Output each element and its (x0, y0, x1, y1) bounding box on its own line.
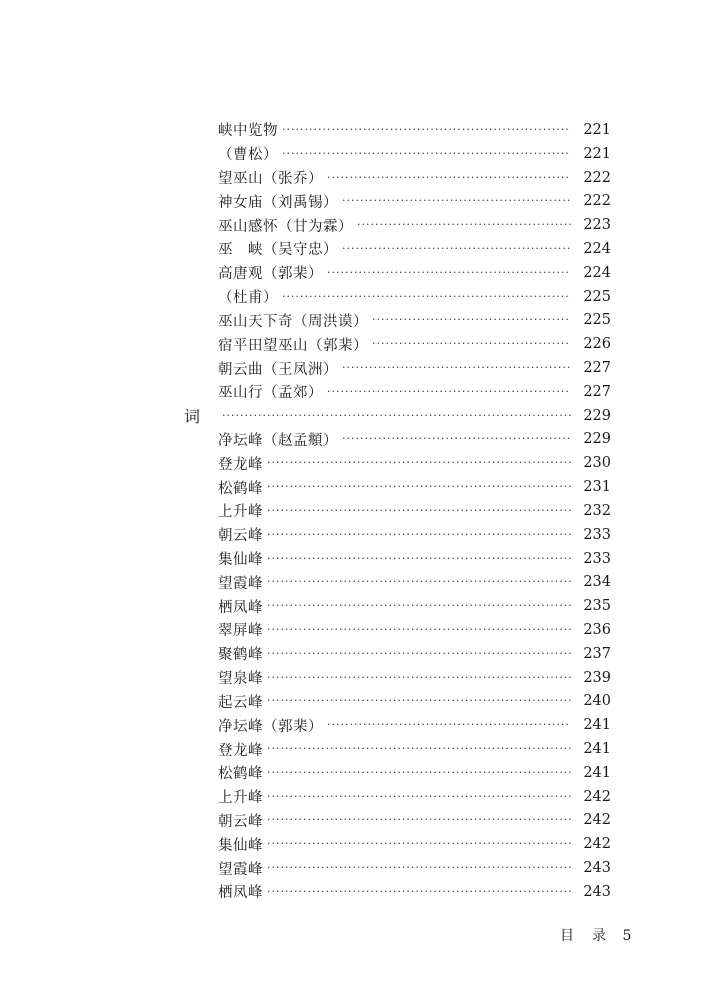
toc-entry[interactable] (0, 713, 718, 737)
dot-leader (267, 455, 571, 471)
toc-entry[interactable] (0, 761, 718, 785)
toc-entry-title: 起云峰 (218, 694, 263, 711)
toc-entry[interactable] (0, 189, 718, 213)
toc-entry-title: 栖凤峰 (218, 599, 263, 616)
dot-leader (267, 836, 571, 852)
toc-entry[interactable] (0, 428, 718, 452)
toc-entry-page: 241 (583, 717, 611, 734)
dot-leader (267, 527, 571, 543)
toc-entry[interactable] (0, 356, 718, 380)
dot-leader (327, 717, 571, 733)
toc-entry-page: 241 (583, 764, 611, 781)
dot-leader (357, 217, 571, 233)
dot-leader (327, 384, 571, 400)
dot-leader (342, 241, 571, 257)
toc-entry-title: 登龙峰 (218, 456, 263, 473)
toc-entry-page: 240 (583, 693, 611, 710)
dot-leader (282, 122, 571, 138)
dot-leader (267, 670, 571, 686)
toc-entry-title: 高唐观（郭棐） (218, 266, 323, 283)
toc-entry-title: 神女庙（刘禹锡） (218, 194, 338, 211)
dot-leader (267, 551, 571, 567)
toc-entry-page: 233 (583, 550, 611, 567)
toc-entry-title: 巫山天下奇（周洪谟） (218, 313, 368, 330)
footer-label: 目 录 (560, 928, 608, 944)
dot-leader (327, 265, 571, 281)
page-footer (560, 925, 633, 945)
toc-entry-title: 登龙峰 (218, 742, 263, 759)
toc-entry-page: 233 (583, 526, 611, 543)
toc-entry[interactable] (0, 332, 718, 356)
toc-entry[interactable] (0, 380, 718, 404)
toc-entry-title: 上升峰 (218, 504, 263, 521)
toc-entry[interactable] (0, 213, 718, 237)
dot-leader (267, 693, 571, 709)
toc-entry-page: 232 (583, 502, 611, 519)
toc-entry-page: 223 (583, 217, 611, 234)
dot-leader (267, 646, 571, 662)
toc-entry-page: 242 (583, 812, 611, 829)
toc-entry-page: 227 (583, 360, 611, 377)
toc-entry[interactable] (0, 642, 718, 666)
toc-entry-page: 221 (583, 121, 611, 138)
toc-entry[interactable] (0, 880, 718, 904)
dot-leader (342, 193, 571, 209)
dot-leader (267, 741, 571, 757)
toc-entry-page: 229 (583, 407, 611, 424)
toc-entry[interactable] (0, 475, 718, 499)
toc-section-heading[interactable] (0, 404, 718, 428)
toc-entry-title: 栖凤峰 (218, 885, 263, 902)
toc-entry[interactable] (0, 690, 718, 714)
dot-leader (267, 765, 571, 781)
toc-entry[interactable] (0, 570, 718, 594)
toc-entry-page: 227 (583, 383, 611, 400)
toc-entry-page: 229 (583, 431, 611, 448)
dot-leader (222, 408, 571, 424)
table-of-contents (0, 118, 718, 904)
dot-leader (267, 884, 571, 900)
toc-entry[interactable] (0, 832, 718, 856)
toc-entry[interactable] (0, 856, 718, 880)
toc-entry-page: 225 (583, 312, 611, 329)
dot-leader (267, 622, 571, 638)
toc-entry-page: 237 (583, 645, 611, 662)
toc-entry-page: 224 (583, 264, 611, 281)
toc-entry[interactable] (0, 118, 718, 142)
toc-entry-title: 望霞峰 (218, 575, 263, 592)
dot-leader (282, 289, 571, 305)
toc-entry[interactable] (0, 785, 718, 809)
toc-entry[interactable] (0, 451, 718, 475)
dot-leader (342, 360, 571, 376)
toc-entry-title: 净坛峰（郭棐） (218, 718, 323, 735)
toc-entry-page: 225 (583, 288, 611, 305)
dot-leader (267, 479, 571, 495)
toc-entry[interactable] (0, 499, 718, 523)
dot-leader (372, 336, 571, 352)
toc-entry-title: 巫 峡（吴守忠） (218, 242, 338, 259)
toc-entry-page: 231 (583, 479, 611, 496)
footer-page-number: 5 (622, 928, 634, 944)
toc-entry-title: 集仙峰 (218, 837, 263, 854)
toc-entry-title: 望霞峰 (218, 861, 263, 878)
toc-entry[interactable] (0, 309, 718, 333)
toc-entry-page: 222 (583, 169, 611, 186)
toc-entry-title: 聚鹤峰 (218, 647, 263, 664)
toc-entry-title: 上升峰 (218, 790, 263, 807)
toc-entry[interactable] (0, 809, 718, 833)
toc-entry-page: 224 (583, 240, 611, 257)
toc-entry[interactable] (0, 237, 718, 261)
toc-entry[interactable] (0, 285, 718, 309)
dot-leader (327, 170, 571, 186)
toc-entry-page: 222 (583, 193, 611, 210)
toc-entry-title: 松鹤峰 (218, 766, 263, 783)
toc-entry-title: 朝云曲（王凤洲） (218, 361, 338, 378)
toc-entry-title: 集仙峰 (218, 552, 263, 569)
toc-entry[interactable] (0, 594, 718, 618)
dot-leader (267, 812, 571, 828)
toc-entry-title: 翠屏峰 (218, 623, 263, 640)
toc-entry-title: 词 (184, 407, 201, 427)
toc-entry[interactable] (0, 142, 718, 166)
dot-leader (267, 574, 571, 590)
toc-entry[interactable] (0, 547, 718, 571)
toc-entry-title: 宿平田望巫山（郭棐） (218, 337, 368, 354)
toc-entry-title: 朝云峰 (218, 813, 263, 830)
toc-entry-page: 230 (583, 455, 611, 472)
toc-entry[interactable] (0, 618, 718, 642)
toc-entry-page: 235 (583, 598, 611, 615)
toc-entry-title: 峡中览物 (218, 123, 278, 140)
toc-entry-page: 236 (583, 621, 611, 638)
toc-entry[interactable] (0, 523, 718, 547)
toc-entry-page: 242 (583, 788, 611, 805)
dot-leader (342, 431, 571, 447)
dot-leader (267, 860, 571, 876)
toc-entry-title: 望巫山（张乔） (218, 171, 323, 188)
toc-entry-page: 243 (583, 860, 611, 877)
toc-entry-page: 221 (583, 145, 611, 162)
toc-entry-title: 望泉峰 (218, 671, 263, 688)
toc-entry-title: （曹松） (218, 147, 278, 164)
toc-entry-title: 巫山行（孟郊） (218, 385, 323, 402)
toc-entry[interactable] (0, 737, 718, 761)
dot-leader (372, 312, 571, 328)
toc-entry-page: 226 (583, 336, 611, 353)
toc-entry-title: 松鹤峰 (218, 480, 263, 497)
toc-entry[interactable] (0, 666, 718, 690)
toc-entry-title: 净坛峰（赵孟頫） (218, 432, 338, 449)
dot-leader (282, 146, 571, 162)
dot-leader (267, 789, 571, 805)
dot-leader (267, 598, 571, 614)
toc-entry-title: （杜甫） (218, 290, 278, 307)
toc-entry-page: 241 (583, 741, 611, 758)
toc-entry-page: 234 (583, 574, 611, 591)
dot-leader (267, 503, 571, 519)
toc-entry-page: 243 (583, 883, 611, 900)
toc-entry[interactable] (0, 166, 718, 190)
toc-entry-page: 242 (583, 836, 611, 853)
toc-entry-title: 朝云峰 (218, 528, 263, 545)
toc-entry-title: 巫山感怀（甘为霖） (218, 218, 353, 235)
toc-entry-page: 239 (583, 669, 611, 686)
toc-entry[interactable] (0, 261, 718, 285)
